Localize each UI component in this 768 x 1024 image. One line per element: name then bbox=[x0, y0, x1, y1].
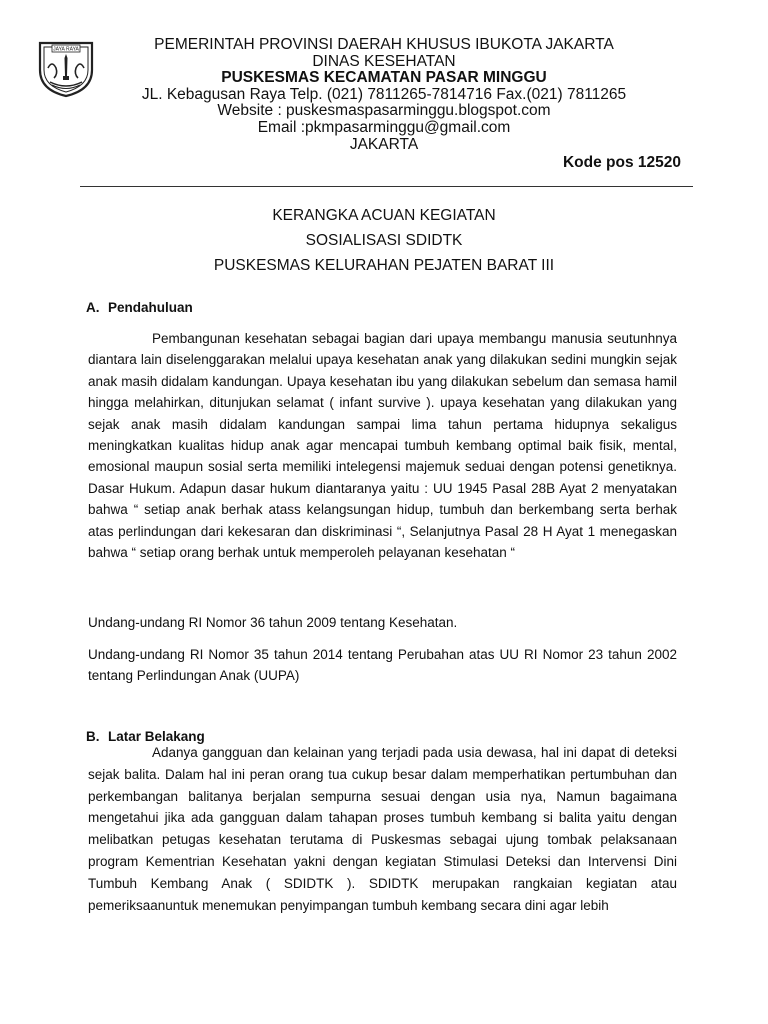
postal-code: Kode pos 12520 bbox=[562, 154, 681, 171]
law-reference-1 bbox=[88, 612, 677, 633]
section-b-body: Adanya gangguan dan kelainan yang terjadi pada usia dewasa, hal ini dapat di deteksi sejak balita. Dalam hal ini peran orang tua cukup besar dalam memperhatikan pertumbuhan dan perkembangan balitanya berjalan sempurna sesuai dengan usia nya, Namun bagaimana mengetahui jika ada gangguan dalam tahapan proses tumbuh kembang si balita yaitu dengan melibatkan petugas kesehatan terutama di Puskesmas sebagai ujung tombak pelaksanaan program Kementrian Kesehatan yakni dengan kegiatan Stimulasi Deteksi dan Intervensi Dini Tumbuh Kembang Anak ( SDIDTK ). SDIDTK merupakan rangkaian kegiatan atau pemeriksaanuntuk menemukan penyimpangan tumbuh kembang secara dini agar lebih bbox=[88, 745, 677, 913]
letterhead-address: JL. Kebagusan Raya Telp. (021) 7811265-7814716 Fax.(021) 7811265 bbox=[141, 85, 627, 103]
section-a-number: A. bbox=[86, 300, 100, 315]
letterhead-organization: PUSKESMAS KECAMATAN PASAR MINGGU bbox=[221, 69, 547, 87]
section-b-number: B. bbox=[86, 729, 100, 744]
logo-text: JAYA RAYA bbox=[53, 46, 79, 53]
letterhead-city: JAKARTA bbox=[349, 135, 419, 153]
title-line-2: SOSIALISASI SDIDTK bbox=[305, 232, 463, 249]
letterhead bbox=[86, 37, 682, 153]
letterhead-department: DINAS KESEHATAN bbox=[312, 52, 456, 70]
section-a-paragraph bbox=[88, 328, 677, 563]
letterhead-divider bbox=[80, 186, 693, 187]
section-a-title: Pendahuluan bbox=[108, 300, 193, 315]
section-b-title: Latar Belakang bbox=[108, 729, 205, 744]
law-reference-1-text: Undang-undang RI Nomor 36 tahun 2009 tentang Kesehatan. bbox=[88, 615, 458, 630]
letterhead-website: Website : puskesmaspasarminggu.blogspot.com bbox=[217, 102, 551, 120]
letterhead-email: Email :pkmpasarminggu@gmail.com bbox=[257, 118, 511, 136]
law-reference-2 bbox=[88, 644, 677, 687]
title-line-1: KERANGKA ACUAN KEGIATAN bbox=[272, 207, 496, 224]
document-title bbox=[0, 203, 768, 278]
section-a-body: Pembangunan kesehatan sebagai bagian dari upaya membangu manusia seutunhnya diantara lain diselenggarakan melalui upaya kesehatan anak yang dilakukan sedini mungkin sejak anak masih didalam kandungan. Upaya kesehatan ibu yang dilakukan sebelum dan semasa hamil hingga melahirkan, ditunjukan selamat ( infant survive ). upaya kesehatan yang dilakukan yang sejak anak masih didalam kandungan sampai lima tahun pertama hidupnya sekaligus meningkatkan kualitas hidup anak agar mencapai tumbuh kembang optimal baik fisik, mental, emosional maupun sosial serta memiliki intelegensi majemuk seduai dengan potensi genetiknya. Dasar Hukum. Adapun dasar hukum diantaranya yaitu : UU 1945 Pasal 28B Ayat 2 menyatakan bahwa “ setiap anak berhak atass kelangsungan hidup, tumbuh dan berkembang serta berhak atas perlindungan dari kekesaran dan diskriminasi “, Selanjutnya Pasal 28 H Ayat 1 menegaskan bahwa “ setiap orang berhak untuk memperoleh pelayanan kesehatan “ bbox=[88, 331, 677, 561]
section-b-paragraph bbox=[88, 742, 677, 916]
title-line-3: PUSKESMAS KELURAHAN PEJATEN BARAT III bbox=[213, 257, 555, 274]
letterhead-government: PEMERINTAH PROVINSI DAERAH KHUSUS IBUKOTA JAKARTA bbox=[154, 36, 614, 53]
section-a-heading bbox=[86, 300, 193, 315]
law-reference-2-text: Undang-undang RI Nomor 35 tahun 2014 tentang Perubahan atas UU RI Nomor 23 tahun 2002 tentang Perlindungan Anak (UUPA) bbox=[88, 647, 677, 684]
